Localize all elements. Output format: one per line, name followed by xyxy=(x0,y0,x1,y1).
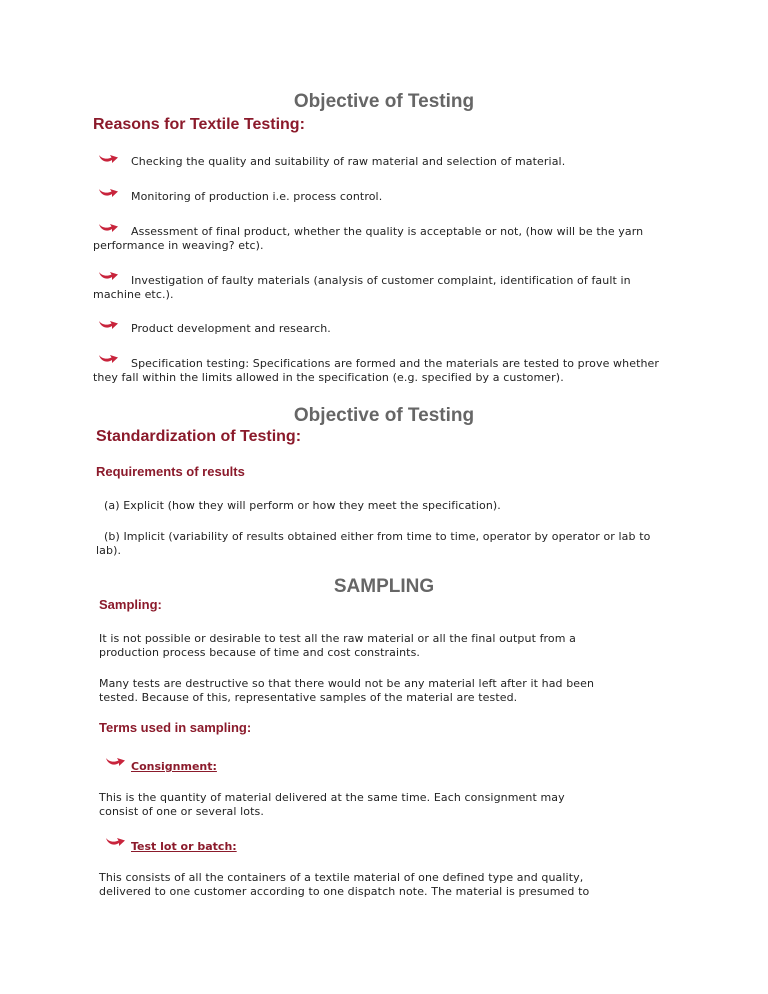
arrow-bullet-icon xyxy=(104,835,126,849)
bullet-text: Specification testing: Specifications are formed and the materials are tested to prove whether xyxy=(131,357,660,370)
arrow-bullet-icon xyxy=(97,152,119,166)
paragraph-text: It is not possible or desirable to test all the raw material or all the final output from a xyxy=(99,632,577,645)
bullet-text: Monitoring of production i.e. process control. xyxy=(131,190,383,203)
arrow-bullet-icon xyxy=(97,269,119,283)
paragraph-text: This is the quantity of material delivered at the same time. Each consignment may xyxy=(99,791,565,804)
section-subheading: Standardization of Testing: xyxy=(96,428,302,445)
bullet-text: Product development and research. xyxy=(131,322,331,335)
bullet-text: Investigation of faulty materials (analysis of customer complaint, identification of fault in xyxy=(131,274,631,287)
bullet-text: Assessment of final product, whether the quality is acceptable or not, (how will be the yarn xyxy=(131,225,644,238)
paragraph-text: This consists of all the containers of a textile material of one defined type and quality, xyxy=(99,871,584,884)
paragraph-text: delivered to one customer according to one dispatch note. The material is presumed to xyxy=(99,885,590,898)
arrow-bullet-icon xyxy=(97,186,119,200)
paragraph-text: Many tests are destructive so that there would not be any material left after it had been xyxy=(99,677,595,690)
page-title: Objective of Testing xyxy=(293,91,475,112)
bullet-text-continued: machine etc.). xyxy=(93,288,174,301)
requirements-title: Requirements of results xyxy=(96,464,245,479)
arrow-bullet-icon xyxy=(104,755,126,769)
section-subheading: Reasons for Textile Testing: xyxy=(93,116,305,133)
paragraph-text: production process because of time and cost constraints. xyxy=(99,646,421,659)
sampling-heading: SAMPLING xyxy=(333,576,435,597)
implicit-text: (b) Implicit (variability of results obtained either from time to time, operator by operator or lab to xyxy=(104,530,651,543)
term-consignment: Consignment: xyxy=(131,760,217,773)
term-test-lot: Test lot or batch: xyxy=(131,840,237,853)
arrow-bullet-icon xyxy=(97,352,119,366)
arrow-bullet-icon xyxy=(97,221,119,235)
paragraph-text: tested. Because of this, representative samples of the material are tested. xyxy=(99,691,518,704)
paragraph-text: consist of one or several lots. xyxy=(99,805,264,818)
bullet-text: Checking the quality and suitability of raw material and selection of material. xyxy=(131,155,566,168)
implicit-text-continued: lab). xyxy=(96,544,122,557)
terms-title: Terms used in sampling: xyxy=(99,720,252,735)
explicit-text: (a) Explicit (how they will perform or how they meet the specification). xyxy=(104,499,501,512)
arrow-bullet-icon xyxy=(97,318,119,332)
sampling-subheading: Sampling: xyxy=(99,597,162,612)
bullet-text-continued: they fall within the limits allowed in the specification (e.g. specified by a customer). xyxy=(93,371,564,384)
section-heading: Objective of Testing xyxy=(293,405,475,426)
bullet-text-continued: performance in weaving? etc). xyxy=(93,239,264,252)
